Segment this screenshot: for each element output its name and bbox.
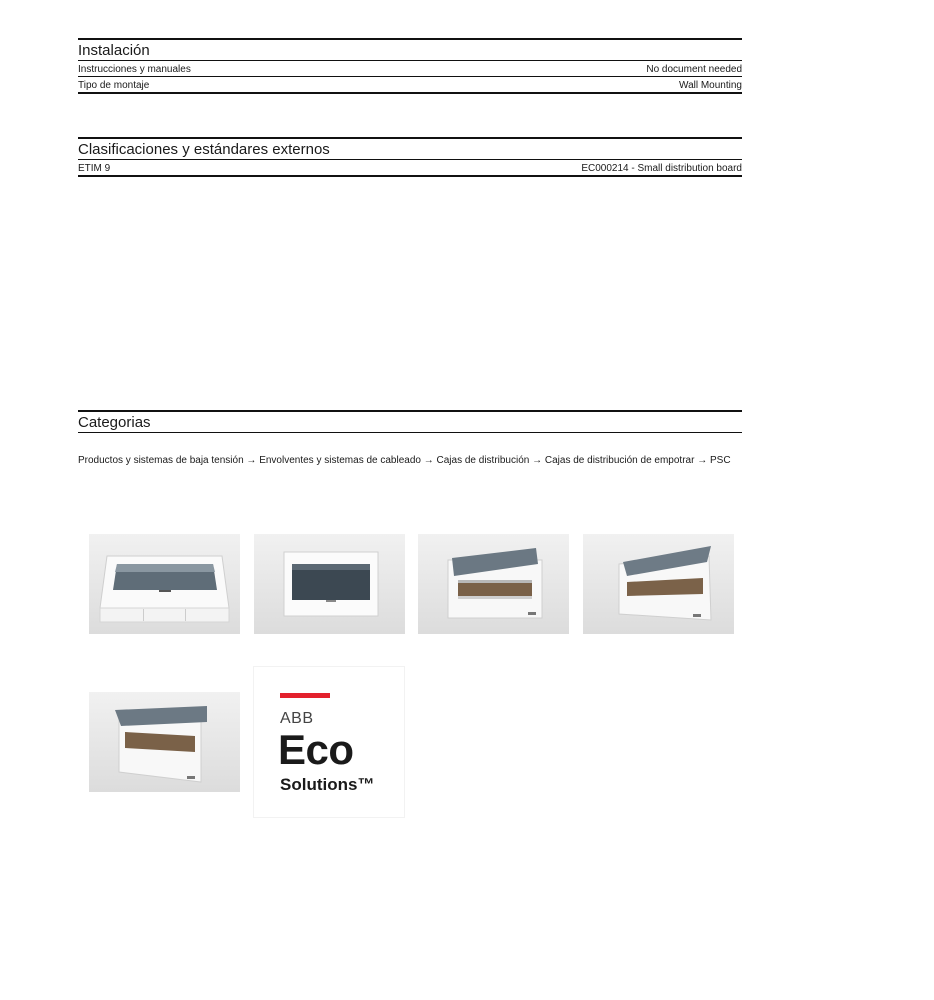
installation-row-manuals — [78, 61, 742, 77]
product-image-front-closed[interactable] — [89, 534, 240, 634]
product-image-side-open[interactable] — [89, 692, 240, 792]
row-label: Tipo de montaje — [78, 80, 150, 91]
classifications-section — [78, 137, 742, 177]
row-value: No document needed — [646, 64, 742, 75]
categories-title: Categorias — [78, 412, 742, 433]
installation-row-mounting — [78, 77, 742, 94]
classifications-title: Clasificaciones y estándares externos — [78, 139, 742, 160]
logo-eco: Eco — [278, 726, 354, 773]
categories-section — [78, 410, 742, 433]
logo-red-bar — [280, 693, 330, 698]
row-value: EC000214 - Small distribution board — [581, 163, 742, 174]
abb-eco-solutions-logo[interactable] — [254, 667, 404, 817]
category-path: Productos y sistemas de baja tensión → Envolventes y sistemas de cableado → Cajas de distribución → Cajas de distribución de empotrar → PSC — [78, 455, 731, 466]
classifications-row-etim — [78, 160, 742, 177]
row-label: Instrucciones y manuales — [78, 64, 191, 75]
installation-title: Instalación — [78, 40, 742, 61]
product-image-angled-open[interactable] — [583, 534, 734, 634]
product-image-front[interactable] — [254, 534, 405, 634]
row-value: Wall Mounting — [679, 80, 742, 91]
product-image-door-open[interactable] — [418, 534, 569, 634]
installation-section — [78, 38, 742, 94]
logo-brand: ABB — [280, 710, 314, 727]
row-label: ETIM 9 — [78, 163, 111, 174]
logo-solutions: Solutions™ — [280, 775, 375, 794]
